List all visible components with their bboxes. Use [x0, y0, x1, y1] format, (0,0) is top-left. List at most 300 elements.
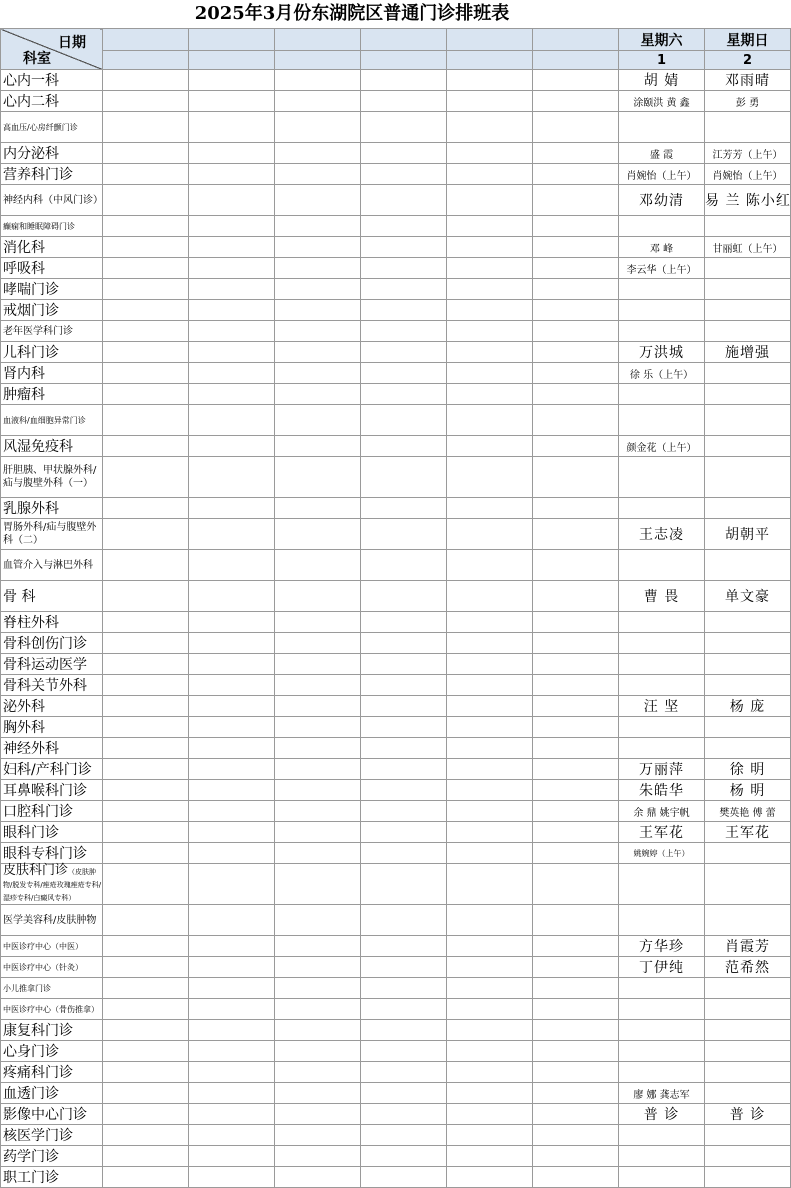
empty-cell — [103, 143, 189, 164]
saturday-doctor-cell — [619, 384, 705, 405]
empty-cell — [275, 581, 361, 612]
empty-cell — [533, 999, 619, 1020]
saturday-doctor-cell: 普 诊 — [619, 1104, 705, 1125]
empty-cell — [275, 1104, 361, 1125]
empty-cell — [533, 759, 619, 780]
schedule-row — [1, 780, 791, 801]
schedule-row — [1, 405, 791, 436]
empty-cell — [361, 1083, 447, 1104]
empty-cell — [103, 498, 189, 519]
empty-cell — [275, 654, 361, 675]
dept-cell: 血管介入与淋巴外科 — [1, 550, 103, 581]
empty-cell — [103, 300, 189, 321]
empty-cell — [103, 519, 189, 550]
sunday-doctor-cell — [705, 363, 791, 384]
empty-cell — [361, 498, 447, 519]
empty-cell — [533, 1020, 619, 1041]
empty-cell — [361, 384, 447, 405]
saturday-doctor-cell: 廖 娜 龚志军 — [619, 1083, 705, 1104]
saturday-doctor-cell: 曹 畏 — [619, 581, 705, 612]
sunday-doctor-cell — [705, 1167, 791, 1188]
page-title: 2025年3月份东湖院区普通门诊排班表 — [194, 3, 510, 24]
empty-cell — [533, 696, 619, 717]
schedule-row — [1, 633, 791, 654]
empty-cell — [275, 843, 361, 864]
empty-cell — [189, 936, 275, 957]
dept-cell: 影像中心门诊 — [1, 1104, 103, 1125]
schedule-row — [1, 864, 791, 905]
empty-cell — [361, 70, 447, 91]
schedule-row — [1, 1020, 791, 1041]
empty-cell — [447, 1041, 533, 1062]
saturday-doctor-cell: 万洪城 — [619, 342, 705, 363]
dept-cell: 中医诊疗中心（中医） — [1, 936, 103, 957]
empty-cell — [189, 1167, 275, 1188]
schedule-row — [1, 738, 791, 759]
saturday-doctor-cell: 余 鼎 姚宇帆 — [619, 801, 705, 822]
empty-cell — [447, 384, 533, 405]
saturday-doctor-cell: 王军花 — [619, 822, 705, 843]
empty-cell — [447, 1020, 533, 1041]
empty-cell — [275, 363, 361, 384]
empty-cell — [533, 581, 619, 612]
header-cell — [189, 29, 275, 51]
empty-cell — [103, 1104, 189, 1125]
empty-cell — [275, 143, 361, 164]
schedule-row — [1, 905, 791, 936]
schedule-row — [1, 258, 791, 279]
saturday-doctor-cell: 胡 婧 — [619, 70, 705, 91]
schedule-table — [0, 28, 791, 1188]
schedule-row — [1, 237, 791, 258]
sunday-doctor-cell — [705, 436, 791, 457]
header-cell — [103, 29, 189, 51]
empty-cell — [533, 801, 619, 822]
sunday-doctor-cell: 甘丽虹（上午） — [705, 237, 791, 258]
empty-cell — [447, 1062, 533, 1083]
empty-cell — [275, 1125, 361, 1146]
empty-cell — [189, 864, 275, 905]
empty-cell — [275, 498, 361, 519]
empty-cell — [447, 801, 533, 822]
empty-cell — [189, 978, 275, 999]
empty-cell — [189, 112, 275, 143]
empty-cell — [361, 905, 447, 936]
empty-cell — [533, 70, 619, 91]
empty-cell — [447, 185, 533, 216]
empty-cell — [103, 905, 189, 936]
empty-cell — [103, 363, 189, 384]
empty-cell — [103, 822, 189, 843]
empty-cell — [189, 801, 275, 822]
empty-cell — [533, 822, 619, 843]
empty-cell — [447, 738, 533, 759]
header-cell — [275, 51, 361, 70]
empty-cell — [533, 91, 619, 112]
header-cell — [447, 29, 533, 51]
empty-cell — [103, 1020, 189, 1041]
dept-cell: 胃肠外科/疝与腹壁外科（二） — [1, 519, 103, 550]
sunday-doctor-cell — [705, 384, 791, 405]
empty-cell — [447, 696, 533, 717]
empty-cell — [189, 1062, 275, 1083]
saturday-doctor-cell — [619, 1146, 705, 1167]
schedule-row — [1, 581, 791, 612]
empty-cell — [361, 164, 447, 185]
saturday-doctor-cell — [619, 1062, 705, 1083]
empty-cell — [533, 143, 619, 164]
empty-cell — [361, 1041, 447, 1062]
dept-cell: 眼科专科门诊 — [1, 843, 103, 864]
schedule-row — [1, 164, 791, 185]
empty-cell — [189, 1104, 275, 1125]
empty-cell — [447, 780, 533, 801]
empty-cell — [361, 581, 447, 612]
sunday-doctor-cell — [705, 999, 791, 1020]
dept-cell: 中医诊疗中心（骨伤推拿） — [1, 999, 103, 1020]
sunday-doctor-cell: 王军花 — [705, 822, 791, 843]
empty-cell — [533, 612, 619, 633]
empty-cell — [189, 1125, 275, 1146]
empty-cell — [189, 957, 275, 978]
schedule-row — [1, 342, 791, 363]
empty-cell — [189, 70, 275, 91]
header-cell — [361, 51, 447, 70]
empty-cell — [103, 384, 189, 405]
empty-cell — [189, 1041, 275, 1062]
schedule-row — [1, 957, 791, 978]
schedule-body — [1, 29, 791, 1188]
empty-cell — [275, 1020, 361, 1041]
empty-cell — [103, 258, 189, 279]
empty-cell — [275, 342, 361, 363]
schedule-row — [1, 675, 791, 696]
empty-cell — [103, 279, 189, 300]
empty-cell — [533, 843, 619, 864]
dept-cell: 核医学门诊 — [1, 1125, 103, 1146]
dept-cell: 药学门诊 — [1, 1146, 103, 1167]
empty-cell — [275, 696, 361, 717]
schedule-row — [1, 143, 791, 164]
header-cell — [189, 51, 275, 70]
empty-cell — [361, 759, 447, 780]
empty-cell — [189, 457, 275, 498]
empty-cell — [447, 759, 533, 780]
empty-cell — [189, 405, 275, 436]
empty-cell — [361, 321, 447, 342]
empty-cell — [103, 405, 189, 436]
empty-cell — [103, 1167, 189, 1188]
schedule-row — [1, 759, 791, 780]
empty-cell — [533, 519, 619, 550]
sunday-doctor-cell: 江芳芳（上午） — [705, 143, 791, 164]
dept-label: 科室 — [23, 51, 51, 67]
empty-cell — [533, 675, 619, 696]
empty-cell — [533, 1083, 619, 1104]
empty-cell — [533, 363, 619, 384]
sunday-doctor-cell — [705, 717, 791, 738]
empty-cell — [103, 1041, 189, 1062]
saturday-doctor-cell — [619, 1041, 705, 1062]
empty-cell — [447, 1167, 533, 1188]
schedule-row — [1, 550, 791, 581]
empty-cell — [189, 237, 275, 258]
empty-cell — [275, 1146, 361, 1167]
empty-cell — [361, 300, 447, 321]
empty-cell — [361, 978, 447, 999]
empty-cell — [189, 550, 275, 581]
saturday-doctor-cell: 万丽萍 — [619, 759, 705, 780]
saturday-doctor-cell: 李云华（上午） — [619, 258, 705, 279]
schedule-row — [1, 519, 791, 550]
saturday-doctor-cell — [619, 654, 705, 675]
dept-cell: 呼吸科 — [1, 258, 103, 279]
empty-cell — [275, 258, 361, 279]
empty-cell — [447, 279, 533, 300]
empty-cell — [189, 216, 275, 237]
empty-cell — [447, 300, 533, 321]
empty-cell — [447, 321, 533, 342]
empty-cell — [361, 780, 447, 801]
empty-cell — [275, 957, 361, 978]
sunday-doctor-cell: 杨 庞 — [705, 696, 791, 717]
sunday-doctor-cell — [705, 675, 791, 696]
empty-cell — [533, 1062, 619, 1083]
empty-cell — [361, 1104, 447, 1125]
dept-cell: 消化科 — [1, 237, 103, 258]
sunday-doctor-cell: 徐 明 — [705, 759, 791, 780]
schedule-row — [1, 457, 791, 498]
dept-cell: 骨 科 — [1, 581, 103, 612]
dept-cell: 乳腺外科 — [1, 498, 103, 519]
dept-cell: 老年医学科门诊 — [1, 321, 103, 342]
empty-cell — [189, 321, 275, 342]
empty-cell — [103, 675, 189, 696]
schedule-row — [1, 801, 791, 822]
empty-cell — [361, 258, 447, 279]
empty-cell — [189, 436, 275, 457]
empty-cell — [533, 633, 619, 654]
saturday-doctor-cell: 肖婉怡（上午） — [619, 164, 705, 185]
empty-cell — [189, 759, 275, 780]
schedule-row — [1, 216, 791, 237]
empty-cell — [103, 759, 189, 780]
sunday-doctor-cell — [705, 905, 791, 936]
date-label: 日期 — [58, 35, 86, 51]
empty-cell — [533, 279, 619, 300]
empty-cell — [103, 1125, 189, 1146]
empty-cell — [275, 300, 361, 321]
empty-cell — [447, 363, 533, 384]
dept-cell: 高血压/心房纤颤门诊 — [1, 112, 103, 143]
empty-cell — [447, 1083, 533, 1104]
empty-cell — [103, 936, 189, 957]
saturday-doctor-cell: 徐 乐（上午） — [619, 363, 705, 384]
schedule-row — [1, 1146, 791, 1167]
schedule-row — [1, 717, 791, 738]
empty-cell — [275, 864, 361, 905]
saturday-doctor-cell — [619, 905, 705, 936]
empty-cell — [533, 905, 619, 936]
empty-cell — [275, 1062, 361, 1083]
saturday-doctor-cell — [619, 738, 705, 759]
sunday-doctor-cell — [705, 1083, 791, 1104]
empty-cell — [447, 864, 533, 905]
empty-cell — [447, 822, 533, 843]
empty-cell — [275, 237, 361, 258]
empty-cell — [189, 258, 275, 279]
dept-note: （皮肤肿物/脱发专科/痤疮玫瑰痤疮专科/湿疹专科/白癜风专科） — [3, 867, 102, 902]
empty-cell — [447, 258, 533, 279]
empty-cell — [103, 801, 189, 822]
empty-cell — [447, 978, 533, 999]
schedule-row — [1, 436, 791, 457]
schedule-row — [1, 822, 791, 843]
sunday-doctor-cell — [705, 216, 791, 237]
saturday-header: 星期六 — [619, 29, 705, 51]
empty-cell — [447, 498, 533, 519]
empty-cell — [103, 112, 189, 143]
empty-cell — [103, 185, 189, 216]
saturday-doctor-cell — [619, 717, 705, 738]
empty-cell — [447, 436, 533, 457]
empty-cell — [533, 717, 619, 738]
sunday-doctor-cell: 普 诊 — [705, 1104, 791, 1125]
header-row-weekday — [1, 29, 791, 51]
saturday-doctor-cell — [619, 112, 705, 143]
schedule-row — [1, 1062, 791, 1083]
sunday-doctor-cell — [705, 321, 791, 342]
empty-cell — [447, 237, 533, 258]
empty-cell — [189, 905, 275, 936]
sunday-doctor-cell — [705, 498, 791, 519]
saturday-doctor-cell — [619, 300, 705, 321]
empty-cell — [447, 342, 533, 363]
empty-cell — [189, 143, 275, 164]
schedule-row — [1, 612, 791, 633]
dept-cell: 戒烟门诊 — [1, 300, 103, 321]
empty-cell — [103, 342, 189, 363]
empty-cell — [275, 457, 361, 498]
dept-cell: 脊柱外科 — [1, 612, 103, 633]
dept-cell: 神经内科（中风门诊） — [1, 185, 103, 216]
header-row-date — [1, 51, 791, 70]
saturday-doctor-cell — [619, 498, 705, 519]
empty-cell — [275, 978, 361, 999]
empty-cell — [189, 843, 275, 864]
schedule-row — [1, 91, 791, 112]
saturday-doctor-cell: 颜金花（上午） — [619, 436, 705, 457]
schedule-row — [1, 1104, 791, 1125]
header-cell — [447, 51, 533, 70]
schedule-row — [1, 654, 791, 675]
empty-cell — [447, 550, 533, 581]
empty-cell — [275, 633, 361, 654]
dept-cell: 疼痛科门诊 — [1, 1062, 103, 1083]
dept-cell: 血透门诊 — [1, 1083, 103, 1104]
empty-cell — [361, 363, 447, 384]
empty-cell — [103, 70, 189, 91]
empty-cell — [275, 822, 361, 843]
empty-cell — [361, 654, 447, 675]
dept-cell: 中医诊疗中心（针灸） — [1, 957, 103, 978]
dept-cell: 康复科门诊 — [1, 1020, 103, 1041]
empty-cell — [447, 675, 533, 696]
empty-cell — [361, 1020, 447, 1041]
saturday-doctor-cell — [619, 550, 705, 581]
saturday-doctor-cell — [619, 405, 705, 436]
dept-cell: 癫痫和睡眠障碍门诊 — [1, 216, 103, 237]
empty-cell — [447, 905, 533, 936]
empty-cell — [361, 112, 447, 143]
empty-cell — [103, 633, 189, 654]
date-dept-header — [1, 29, 103, 70]
empty-cell — [533, 957, 619, 978]
empty-cell — [189, 519, 275, 550]
empty-cell — [361, 801, 447, 822]
empty-cell — [275, 905, 361, 936]
empty-cell — [275, 185, 361, 216]
empty-cell — [361, 864, 447, 905]
schedule-row — [1, 1041, 791, 1062]
empty-cell — [275, 112, 361, 143]
header-cell — [533, 29, 619, 51]
dept-cell: 骨科创伤门诊 — [1, 633, 103, 654]
dept-cell: 眼科门诊 — [1, 822, 103, 843]
empty-cell — [447, 70, 533, 91]
schedule-row — [1, 321, 791, 342]
sunday-doctor-cell — [705, 843, 791, 864]
empty-cell — [189, 91, 275, 112]
dept-cell: 内分泌科 — [1, 143, 103, 164]
empty-cell — [533, 164, 619, 185]
empty-cell — [533, 1167, 619, 1188]
empty-cell — [361, 843, 447, 864]
sunday-doctor-cell — [705, 1020, 791, 1041]
dept-cell: 骨科运动医学 — [1, 654, 103, 675]
schedule-row — [1, 843, 791, 864]
header-cell — [275, 29, 361, 51]
dept-cell — [1, 864, 103, 905]
empty-cell — [361, 612, 447, 633]
empty-cell — [533, 300, 619, 321]
empty-cell — [189, 1146, 275, 1167]
empty-cell — [189, 696, 275, 717]
empty-cell — [275, 612, 361, 633]
dept-cell: 泌外科 — [1, 696, 103, 717]
saturday-doctor-cell — [619, 1167, 705, 1188]
empty-cell — [103, 654, 189, 675]
saturday-doctor-cell — [619, 279, 705, 300]
empty-cell — [533, 237, 619, 258]
empty-cell — [447, 581, 533, 612]
empty-cell — [103, 550, 189, 581]
dept-cell: 医学美容科/皮肤肿物 — [1, 905, 103, 936]
empty-cell — [103, 999, 189, 1020]
saturday-doctor-cell: 姚婉婷（上午） — [619, 843, 705, 864]
dept-cell: 职工门诊 — [1, 1167, 103, 1188]
saturday-doctor-cell: 朱皓华 — [619, 780, 705, 801]
empty-cell — [189, 342, 275, 363]
empty-cell — [103, 612, 189, 633]
empty-cell — [103, 696, 189, 717]
empty-cell — [275, 550, 361, 581]
saturday-doctor-cell — [619, 216, 705, 237]
empty-cell — [189, 999, 275, 1020]
saturday-doctor-cell: 方华珍 — [619, 936, 705, 957]
sunday-doctor-cell — [705, 279, 791, 300]
schedule-row — [1, 363, 791, 384]
